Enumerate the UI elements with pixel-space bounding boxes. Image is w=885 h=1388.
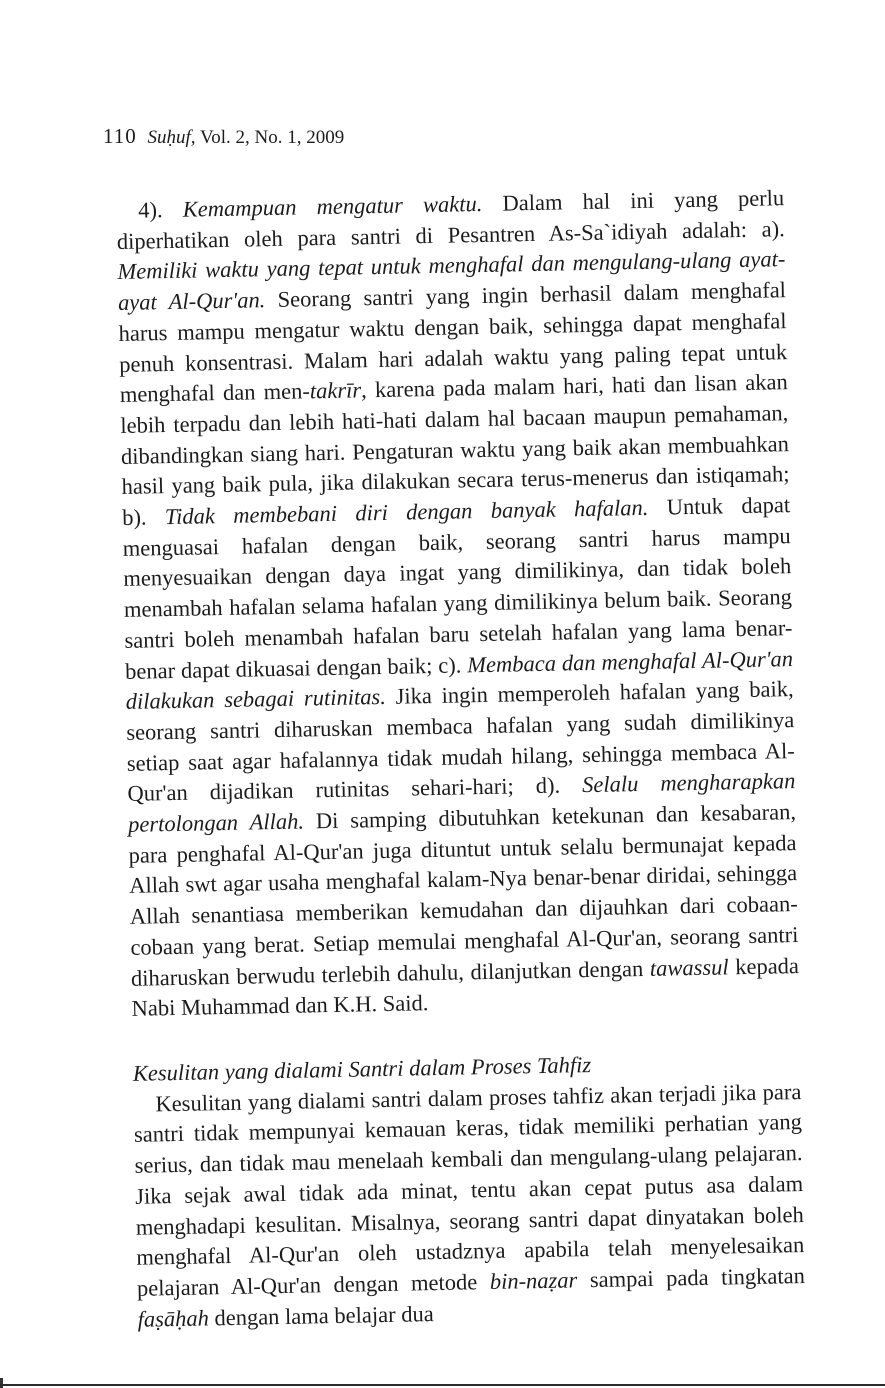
term-bin-nazar: bin-naẓar <box>489 1267 578 1294</box>
body-text <box>116 183 806 1335</box>
text-run: kepada Nabi Muhammad dan K.H. Said. <box>131 952 800 1022</box>
point-d-heading: Selalu mengharapkan pertolongan Allah. <box>127 768 796 837</box>
list-number: 4). <box>138 196 184 223</box>
point-b-heading: Tidak membebani diri dengan banyak hafalan. <box>164 494 649 530</box>
text-run: Jika ingin memperoleh hafalan yang baik, seorang santri diharuskan membaca hafalan yang sudah dimilikinya setiap saat agar hafalannya tidak mudah hilang, sehingga membaca Al-Qur'an dijadikan rutinitas sehari-hari; d). <box>126 676 796 807</box>
point-heading: Kemampuan mengatur waktu. <box>182 190 483 222</box>
running-head <box>103 124 344 149</box>
text-run: Untuk dapat menguasai hafalan dengan baik, seorang santri harus mampu menyesuaikan dengan daya ingat yang dimilikinya, dan tidak boleh menambah hafalan selama hafalan yang dimilikinya belum baik. Seorang santri boleh menambah hafalan baru setelah hafalan yang lama benar-benar dapat dikuasai dengan baik; c). <box>122 492 793 684</box>
text-run: dengan lama belajar dua <box>208 1300 434 1331</box>
text-run: Di samping dibutuhkan ketekunan dan kesabaran, para penghafal Al-Qur'an juga dituntut untuk selalu bermunajat kepada Allah swt agar usaha menghafal kalam-Nya benar-benar diridai, sehingga Allah senantiasa memberikan kemudahan dan dijauhkan dari cobaan-cobaan yang berat. Setiap memulai menghafal Al-Qur'an, seorang santri diharuskan berwudu terlebih dahulu, dilanjutkan dengan <box>128 799 799 991</box>
term-fasahah: faṣāḥah <box>137 1305 210 1332</box>
point-c-heading: Membaca dan menghafal Al-Qur'an dilakukan sebagai rutinitas. <box>125 645 794 715</box>
text-run: Dalam hal ini yang perlu diperhatikan oleh para santri di Pesantren As-Sa`idiyah adalah: a). <box>116 185 785 254</box>
text-run: Kesulitan yang dialami santri dalam proses tahfiz akan terjadi jika para santri tidak mempunyai kemauan keras, tidak memiliki perhatian yang serius, dan tidak mau menelaah kembali dan mengulang-ulang pelajaran. Jika sejak awal tidak ada minat, tentu akan cepat putus asa dalam menghadapi kesulitan. Misalnya, seorang santri dapat dinyatakan boleh menghafal Al-Qur'an oleh ustadznya apabila telah menyelesaikan pelajaran Al-Qur'an dengan metode <box>133 1078 805 1301</box>
scan-bottom-edge <box>0 1384 885 1386</box>
volume-info: Vol. 2, No. 1, 2009 <box>199 127 345 148</box>
text-run: Seorang santri yang ingin berhasil dalam menghafal harus mampu mengatur waktu dengan baik, sehingga dapat menghafal penuh konsentrasi. Malam hari adalah waktu yang paling tepat untuk menghafal dan men- <box>118 277 788 408</box>
paragraph-difficulties <box>133 1077 806 1335</box>
text-run: , karena pada malam hari, hati dan lisan akan lebih terpadu dan lebih hati-hati dalam hal bacaan maupun pemahaman, dibandingkan siang hari. Pengaturan waktu yang baik akan membuahkan hasil yang baik pula, jika dilakukan secara terus-menerus dan istiqamah; b). <box>120 369 790 530</box>
scan-edge-mark <box>0 1378 3 1388</box>
text-run: sampai pada tingkatan <box>577 1262 806 1293</box>
journal-title: Suḥuf, <box>147 127 196 148</box>
paragraph-time-management <box>116 183 800 1025</box>
point-a-heading: Memiliki waktu yang tepat untuk menghafal dan mengulang-ulang ayat-ayat Al-Qur'an. <box>117 246 786 316</box>
section-heading: Kesulitan yang dialami Santri dalam Proses Tahfiz <box>132 1052 592 1086</box>
term-takrir: takrīr <box>309 377 362 404</box>
term-tawassul: tawassul <box>649 953 729 981</box>
page-number: 110 <box>103 124 137 148</box>
